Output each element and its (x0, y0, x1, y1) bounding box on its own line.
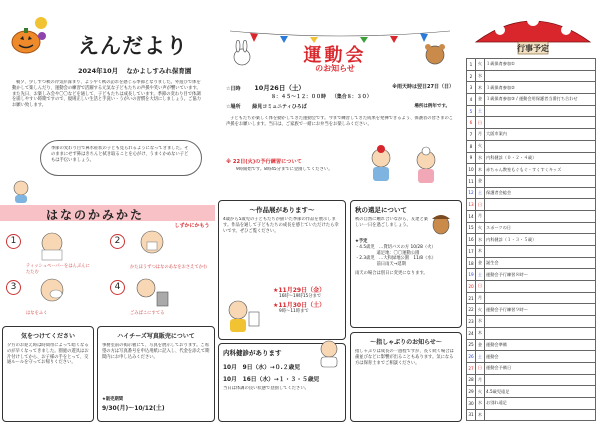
calendar-weekday: 土 (476, 105, 485, 117)
calendar-event: 誕生会 (485, 257, 596, 269)
calendar-weekday: 水 (476, 316, 485, 328)
calendar-weekday: 月 (476, 210, 485, 222)
calendar-event: 赤ちゃん教室もぐもぐ・すくすくキッズ (485, 164, 596, 176)
blow-nose-icon (132, 228, 172, 264)
calendar-day: 25 (467, 339, 476, 351)
sports-time-row (226, 94, 458, 101)
step-number: 4 (110, 280, 125, 295)
calendar-event (485, 105, 596, 117)
calendar-event: 運動会準備 (485, 339, 596, 351)
issue-month: 2024年10月 (78, 67, 119, 75)
calendar-row (467, 234, 596, 246)
tips-text: 季節の変わり目で鼻水症状の子ども見られるようになってきました。そのままにせず鼻はきちんと拭き取ることを心がけ、うまくかめない子どもは手伝いましょう。 (51, 146, 189, 163)
sports-place-row (226, 104, 458, 111)
calendar-row (467, 199, 596, 211)
calendar-weekday: 火 (476, 140, 485, 152)
calendar-weekday: 火 (476, 304, 485, 316)
calendar-row (467, 246, 596, 258)
photo-sale-period: 9/30(月)〜10/12(土) (102, 404, 165, 412)
caution-box (2, 326, 94, 422)
calendar-row (467, 374, 596, 386)
calendar-weekday: 金 (476, 339, 485, 351)
step-number: 3 (6, 280, 21, 295)
calendar-weekday: 水 (476, 152, 485, 164)
practice-text: 9時開始です。8時45分までに登園してください。 (236, 167, 333, 172)
calendar-row (467, 292, 596, 304)
works-text: 4歳から5歳児の子どもたちが描いた季節の作品を展示します。作品を通して子どもたちの成長を感じていただけたら幸いです。ぜひご覧ください。 (223, 217, 339, 234)
calendar-weekday: 木 (476, 82, 485, 94)
issue-line (78, 66, 191, 75)
calendar-row (467, 304, 596, 316)
finger-heading: 〜指しゃぶりのお知らせ〜 (370, 339, 442, 346)
calendar-row (467, 94, 596, 106)
calendar-day: 1 (467, 59, 476, 71)
checkup-line: 10月 16日（水）→１・３・５歳児 (223, 377, 320, 383)
calendar-event (485, 292, 596, 304)
calendar-row (467, 397, 596, 409)
works-date1: ★11月29日（金） (273, 287, 326, 294)
calendar-weekday: 日 (476, 281, 485, 293)
calendar-day: 28 (467, 374, 476, 386)
calendar-weekday: 火 (476, 59, 485, 71)
calendar-event: 保護者会総会 (485, 187, 596, 199)
calendar-row (467, 152, 596, 164)
calendar-event: 運動会予行練習８時〜 (485, 269, 596, 281)
calendar-event: １歳保育参加③ / 運動会用保護者当番打ち合わせ (485, 94, 596, 106)
step-caption: ティッシュペーパーをはんぶんにたたむ (26, 264, 90, 275)
calendar-event: 内科健診（１・３・５歳） (485, 234, 596, 246)
calendar-day: 15 (467, 222, 476, 234)
calendar-day: 22 (467, 304, 476, 316)
calendar-day: 20 (467, 281, 476, 293)
excursion-plan-label: ★予定 (355, 239, 368, 244)
calendar-row (467, 269, 596, 281)
flag-garland-icon (230, 28, 450, 42)
page-title: えんだより (78, 34, 188, 58)
calendar-weekday: 日 (476, 362, 485, 374)
calendar-weekday: 木 (476, 246, 485, 258)
calendar-row (467, 339, 596, 351)
calendar-day: 3 (467, 82, 476, 94)
calendar-event (485, 374, 596, 386)
calendar-event (485, 281, 596, 293)
venue-note: 場所は例年です。 (414, 104, 450, 109)
calendar-row (467, 105, 596, 117)
works-heading: 〜作品展があります〜 (249, 206, 315, 214)
calendar-weekday: 金 (476, 175, 485, 187)
place-label: ☆場所 (226, 104, 241, 110)
sports-date-row (226, 84, 458, 93)
calendar-day: 8 (467, 140, 476, 152)
checkup-note: 当日は体調の良い状態で登園してください。 (223, 386, 309, 391)
finger-box (350, 332, 462, 422)
calendar-weekday: 水 (476, 397, 485, 409)
calendar-day: 12 (467, 187, 476, 199)
calendar-day: 29 (467, 386, 476, 398)
calendar-day: 7 (467, 129, 476, 141)
calendar-event (485, 316, 596, 328)
calendar-weekday: 木 (476, 409, 485, 421)
calendar-weekday: 土 (476, 351, 485, 363)
sports-day-subtitle: のお知らせ (315, 64, 355, 73)
calendar-row (467, 129, 596, 141)
photo-sale-heading: ハイチーズ写真販売について (117, 333, 195, 340)
calendar-table (466, 58, 596, 421)
calendar-row (467, 164, 596, 176)
step-caption: ごみばこにすてる (130, 311, 165, 316)
calendar-event (485, 327, 596, 339)
step-caption: かたほうずつはなのあなをおさえてかむ (130, 265, 208, 270)
sports-place: 緑見コミュニティひろば (252, 104, 307, 110)
calendar-row (467, 210, 596, 222)
calendar-event (485, 199, 596, 211)
works-date2: ★11月30日（土） (273, 301, 326, 309)
calendar-day: 23 (467, 316, 476, 328)
calendar-event: スポーツの日 (485, 222, 596, 234)
calendar-row (467, 257, 596, 269)
calendar-weekday: 日 (476, 117, 485, 129)
finger-text: 指しゃぶりは成長の一過程ですが、長く続く場合は歯並びなどに影響が出ることもあります。気になる方は保育士までご相談ください。 (355, 349, 454, 366)
calendar-event (485, 246, 596, 258)
tips-cloud (40, 140, 202, 176)
doctor-icon (312, 338, 346, 368)
calendar-day: 26 (467, 351, 476, 363)
works-time2: 9時〜11時まで (279, 308, 309, 314)
calendar-day: 24 (467, 327, 476, 339)
excursion-text: 秋の自然に触れ合いながら、友達と楽しい一日を過ごしましょう。 (355, 217, 429, 228)
calendar-row (467, 351, 596, 363)
calendar-row (467, 386, 596, 398)
calendar-day: 19 (467, 269, 476, 281)
calendar-row (467, 316, 596, 328)
calendar-day: 5 (467, 105, 476, 117)
calendar-day: 14 (467, 210, 476, 222)
calendar-day: 4 (467, 94, 476, 106)
calendar-row (467, 281, 596, 293)
wipe-nose-icon (32, 276, 72, 310)
calendar-event: 内科健診（０・２・４歳） (485, 152, 596, 164)
checkup-line: 10月 9日（水）→０.２歳児 (223, 365, 301, 371)
calendar-row (467, 362, 596, 374)
caution-heading: 気をつけてください (20, 333, 75, 340)
calendar-weekday: 水 (476, 234, 485, 246)
excursion-item: 前日雨天→延期 (355, 262, 406, 268)
calendar-weekday: 日 (476, 199, 485, 211)
calendar-row (467, 175, 596, 187)
calendar-day: 9 (467, 152, 476, 164)
calendar-event (485, 210, 596, 222)
calendar-weekday: 月 (476, 374, 485, 386)
calendar-event (485, 117, 596, 129)
step-number: 1 (6, 234, 21, 249)
calendar-row (467, 140, 596, 152)
step-caption: はなをふく (26, 311, 48, 316)
calendar-day: 11 (467, 175, 476, 187)
nose-heading: はなのかみかた (46, 208, 145, 222)
practice-label: ※ 22日(火)の予行練習について (226, 159, 302, 165)
calendar-weekday: 金 (476, 94, 485, 106)
calendar-row (467, 117, 596, 129)
rabbit-runner-icon (228, 40, 256, 68)
children-running-icon (356, 140, 456, 194)
calendar-row (467, 222, 596, 234)
calendar-event: お別れ遠足 (485, 397, 596, 409)
calendar-day: 31 (467, 409, 476, 421)
calendar-event: １歳保育参加② (485, 82, 596, 94)
excursion-item: 遠足地：〇〇運動公園 (355, 250, 420, 256)
gather-time: （集合８：３０） (331, 94, 372, 100)
acorn-icon (426, 208, 456, 236)
calendar-weekday: 月 (476, 129, 485, 141)
calendar-weekday: 土 (476, 269, 485, 281)
calendar-day: 2 (467, 70, 476, 82)
child-illustration-icon (8, 178, 34, 204)
step-number: 2 (110, 234, 125, 249)
calendar-event: 大阪市案内 (485, 129, 596, 141)
rain-date: ※雨天時は翌日27日（日） (392, 84, 454, 90)
bear-runner-icon (420, 40, 450, 68)
calendar-heading: 行事予定 (517, 44, 549, 53)
sports-time: ８：４５〜１２：００時 (271, 94, 327, 100)
calendar-row (467, 409, 596, 421)
calendar-weekday: 金 (476, 257, 485, 269)
school-name: なかよしすみれ保育園 (126, 67, 192, 75)
calendar-event: 4.5歳児遠足 (485, 386, 596, 398)
sports-day-title: 運動会 (303, 45, 367, 66)
calendar-weekday: 火 (476, 222, 485, 234)
intro-text: 朝夕、少しずつ秋の冷気が深まり、ようやく秋の訪れを感じる季節となりました。外遊びで体を動かして楽しんだり、運動会の練習で活躍する元気な子どもたちの声援や笑い声が響いています。また先日、お楽しみ会や〇〇などを通して、子どもたちは成長しています。季節の変わり目で体調を崩しやすい時期ですので、規則正しい生活と手洗い・うがいの習慣を大切にしましょう。ご協力お願い致します。 (12, 80, 201, 109)
calendar-row (467, 59, 596, 71)
calendar-day: 6 (467, 117, 476, 129)
checkup-heading: 内科健診があります (223, 349, 282, 357)
calendar-row (467, 70, 596, 82)
excursion-heading: 秋の遠足について (355, 206, 407, 214)
calendar-weekday: 木 (476, 327, 485, 339)
caution-text: 夕方のお迎え時は時間帯によって暗くなるのが早くなってきました。園庭の遊具はお片付けしてから、お子様の手をとって、交通ルールを守ってお帰りください。 (7, 343, 89, 366)
calendar-weekday: 月 (476, 292, 485, 304)
calendar-event: 運動会予行練習９時〜 (485, 304, 596, 316)
calendar-day: 13 (467, 199, 476, 211)
photo-sale-text: 事務室前の掲示板にて、写真を展示しております。ご希望の方は写真番号を申込用紙に記入し、代金を添えて期間内にお申し込みください。 (102, 343, 210, 360)
works-time1: 16時〜19時15分まで (279, 294, 322, 299)
calendar-event: 運動会 (485, 351, 596, 363)
calendar-day: 27 (467, 362, 476, 374)
excursion-item: ・2.3歳児 …大和緑地公園 11/8（水） (355, 256, 436, 262)
tissue-fold-icon (32, 230, 72, 264)
calendar-weekday: 水 (476, 70, 485, 82)
excursion-note: 雨天の場合は別日に変更になります。 (355, 270, 428, 276)
excursion-item: ・4.5歳児 …貸切バスの方 10/28（火） (355, 244, 436, 250)
calendar-weekday: 火 (476, 386, 485, 398)
calendar-weekday: 木 (476, 164, 485, 176)
calendar-event: 運動会予備日 (485, 362, 596, 374)
trash-can-icon (132, 276, 172, 310)
photo-sale-box (97, 326, 215, 422)
calendar-event: １歳保育参加① (485, 59, 596, 71)
pumpkin-logo-icon (6, 14, 50, 58)
calendar-row (467, 187, 596, 199)
calendar-row (467, 327, 596, 339)
calendar-event (485, 175, 596, 187)
calendar-day: 10 (467, 164, 476, 176)
calendar-weekday: 土 (476, 187, 485, 199)
sports-body: 子どもたちが楽しく体を動かしてきた運動会です。今まで練習してきた成果を発揮できるよう、保護者の皆さまのご声援をお願いします。当日は、ご家族で一緒にお弁当をお楽しみください。 (226, 116, 454, 127)
calendar-day: 16 (467, 234, 476, 246)
calendar-day: 21 (467, 292, 476, 304)
sports-date: 10月26日（土） (254, 84, 305, 92)
calendar-day: 18 (467, 257, 476, 269)
calendar-event (485, 70, 596, 82)
calendar-day: 17 (467, 246, 476, 258)
calendar-day: 30 (467, 397, 476, 409)
photo-sale-period-label: ★販売期間 (102, 397, 124, 402)
artist-child-icon (222, 296, 262, 336)
date-label: ☆日時 (226, 86, 241, 92)
calendar-row (467, 82, 596, 94)
calendar-event (485, 140, 596, 152)
calendar-event (485, 409, 596, 421)
nose-note: しずかにかもう (174, 223, 210, 229)
